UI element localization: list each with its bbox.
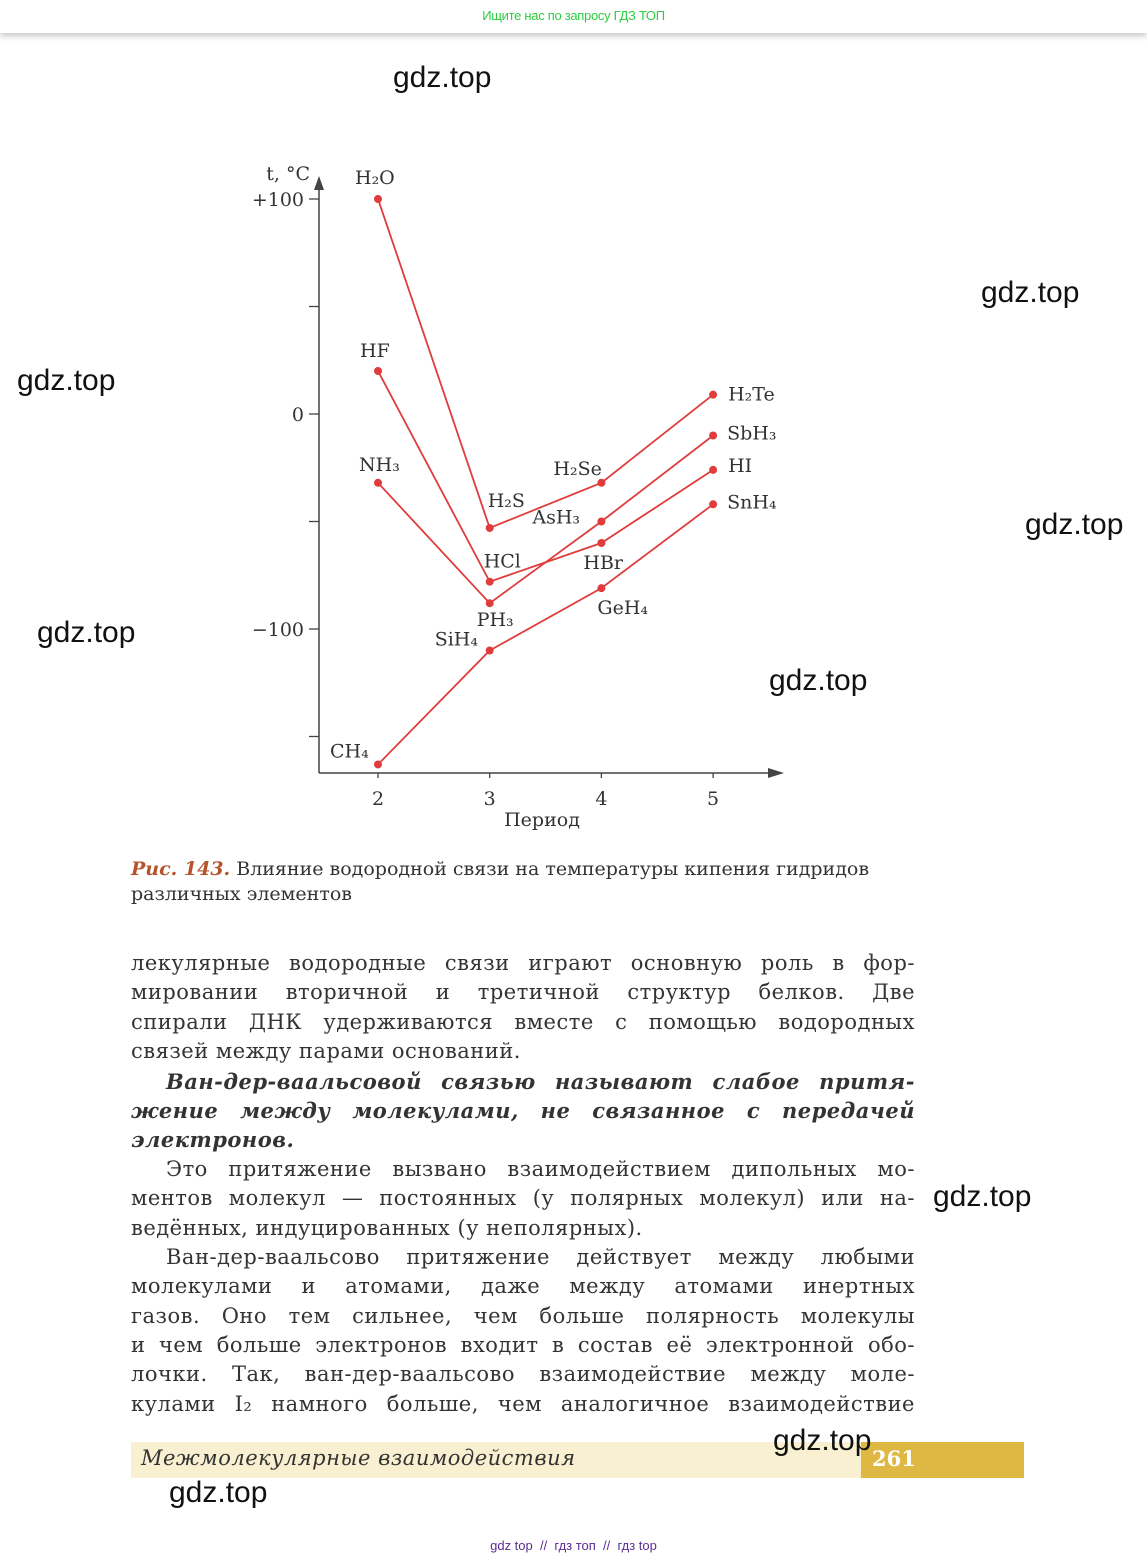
text-line: ментов молекул — постоянных (у полярных молекул) или на-: [131, 1186, 915, 1211]
data-point: [709, 432, 717, 440]
data-label: NH₃: [359, 453, 400, 476]
body-text: [131, 949, 915, 1419]
text-line: связей между парами оснований.: [131, 1039, 521, 1064]
text-line: мировании вторичной и третичной структур белков. Две: [131, 980, 915, 1005]
watermark: gdz.top: [37, 616, 136, 649]
figure-caption: [131, 857, 891, 907]
data-point: [374, 195, 382, 203]
series-line: [378, 371, 713, 582]
definition-line: Ван-дер-ваальсовой связью называют слабое притя-: [166, 1068, 915, 1094]
watermark: gdz.top: [17, 364, 116, 397]
watermark: gdz.top: [773, 1424, 872, 1457]
top-banner: [0, 0, 1147, 33]
data-point: [597, 518, 605, 526]
page-number: 261: [872, 1446, 916, 1471]
data-label: SnH₄: [727, 491, 777, 514]
text-line: лекулярные водородные связи играют основную роль в фор-: [131, 951, 915, 975]
data-label: H₂Se: [553, 457, 602, 480]
y-tick-label: 0: [291, 404, 304, 426]
data-point: [597, 539, 605, 547]
text-line: спирали ДНК удерживаются вместе с помощью водородных: [131, 1009, 915, 1034]
data-label: H₂S: [487, 489, 525, 512]
definition-line: жение между молекулами, не связанное с передачей: [131, 1097, 915, 1123]
x-tick-label: 3: [483, 788, 496, 811]
data-point: [374, 479, 382, 487]
watermark: gdz.top: [933, 1180, 1032, 1213]
text-line: ведённых, индуцированных (у неполярных).: [131, 1215, 643, 1240]
data-label: SiH₄: [434, 628, 478, 651]
x-tick-label: 2: [371, 788, 385, 811]
series-line: [378, 504, 713, 764]
data-label: HF: [360, 340, 390, 362]
text-line: газов. Оно тем сильнее, чем больше полярность молекулы: [131, 1303, 915, 1328]
data-label: HBr: [583, 552, 624, 574]
x-axis-label: Период: [504, 809, 580, 832]
x-axis-arrow: [768, 768, 784, 778]
data-point: [709, 500, 717, 508]
caption-text: Влияние водородной связи на температуры кипения гидридов различных элементов: [131, 858, 870, 905]
data-label: PH₃: [476, 609, 514, 632]
text-line: лочки. Так, ван-дер-ваальсово взаимодействие между моле-: [131, 1362, 915, 1387]
y-tick-label: +100: [251, 189, 304, 211]
series-line: [378, 199, 713, 528]
text-line: Ван-дер-ваальсово притяжение действует между любыми: [166, 1244, 915, 1269]
x-tick-label: 5: [707, 788, 720, 811]
data-point: [374, 760, 382, 768]
bottom-links: [0, 1538, 1147, 1553]
footer-section-band: [131, 1442, 861, 1478]
watermark: gdz.top: [393, 61, 492, 94]
data-point: [709, 391, 717, 399]
data-label: SbH₃: [727, 422, 777, 445]
series-group14: [330, 491, 777, 768]
data-label: CH₄: [330, 740, 369, 763]
y-axis-arrow: [314, 176, 324, 190]
text-line: и чем больше электронов входит в состав её электронной обо-: [131, 1333, 915, 1358]
data-point: [486, 578, 494, 586]
definition-line: электронов.: [131, 1127, 295, 1153]
data-point: [709, 466, 717, 474]
page-number-block: [861, 1442, 1024, 1478]
text-line: молекулами и атомами, даже между атомами инертных: [131, 1274, 915, 1299]
data-label: AsH₃: [532, 506, 581, 529]
data-point: [597, 584, 605, 592]
data-point: [374, 367, 382, 375]
data-label: H₂Te: [728, 383, 775, 406]
x-tick-label: 4: [595, 788, 608, 811]
text-line: Это притяжение вызвано взаимодействием дипольных мо-: [166, 1156, 915, 1181]
watermark: gdz.top: [169, 1476, 268, 1509]
watermark: gdz.top: [981, 276, 1080, 309]
data-point: [486, 524, 494, 532]
text-line: кулами I₂ намного больше, чем аналогичное взаимодействие: [131, 1391, 915, 1416]
figure-number: Рис. 143.: [131, 858, 231, 880]
y-tick-label: −100: [251, 619, 304, 641]
data-label: H₂O: [355, 167, 395, 189]
data-point: [486, 599, 494, 607]
data-label: HI: [728, 454, 753, 477]
series-group16: [355, 167, 775, 532]
footer-section-title: Межмолекулярные взаимодействия: [141, 1446, 576, 1470]
data-point: [486, 647, 494, 655]
banner-text[interactable]: Ищите нас по запросу ГДЗ ТОП: [482, 8, 665, 23]
data-point: [597, 479, 605, 487]
watermark: gdz.top: [1025, 508, 1124, 541]
bottom-links-text[interactable]: gdz top // гдз топ // гдз top: [490, 1538, 657, 1553]
watermark: gdz.top: [769, 664, 868, 697]
data-label: GeH₄: [597, 597, 649, 620]
y-axis-label: t, °C: [266, 163, 310, 185]
data-label: HCl: [483, 550, 521, 573]
